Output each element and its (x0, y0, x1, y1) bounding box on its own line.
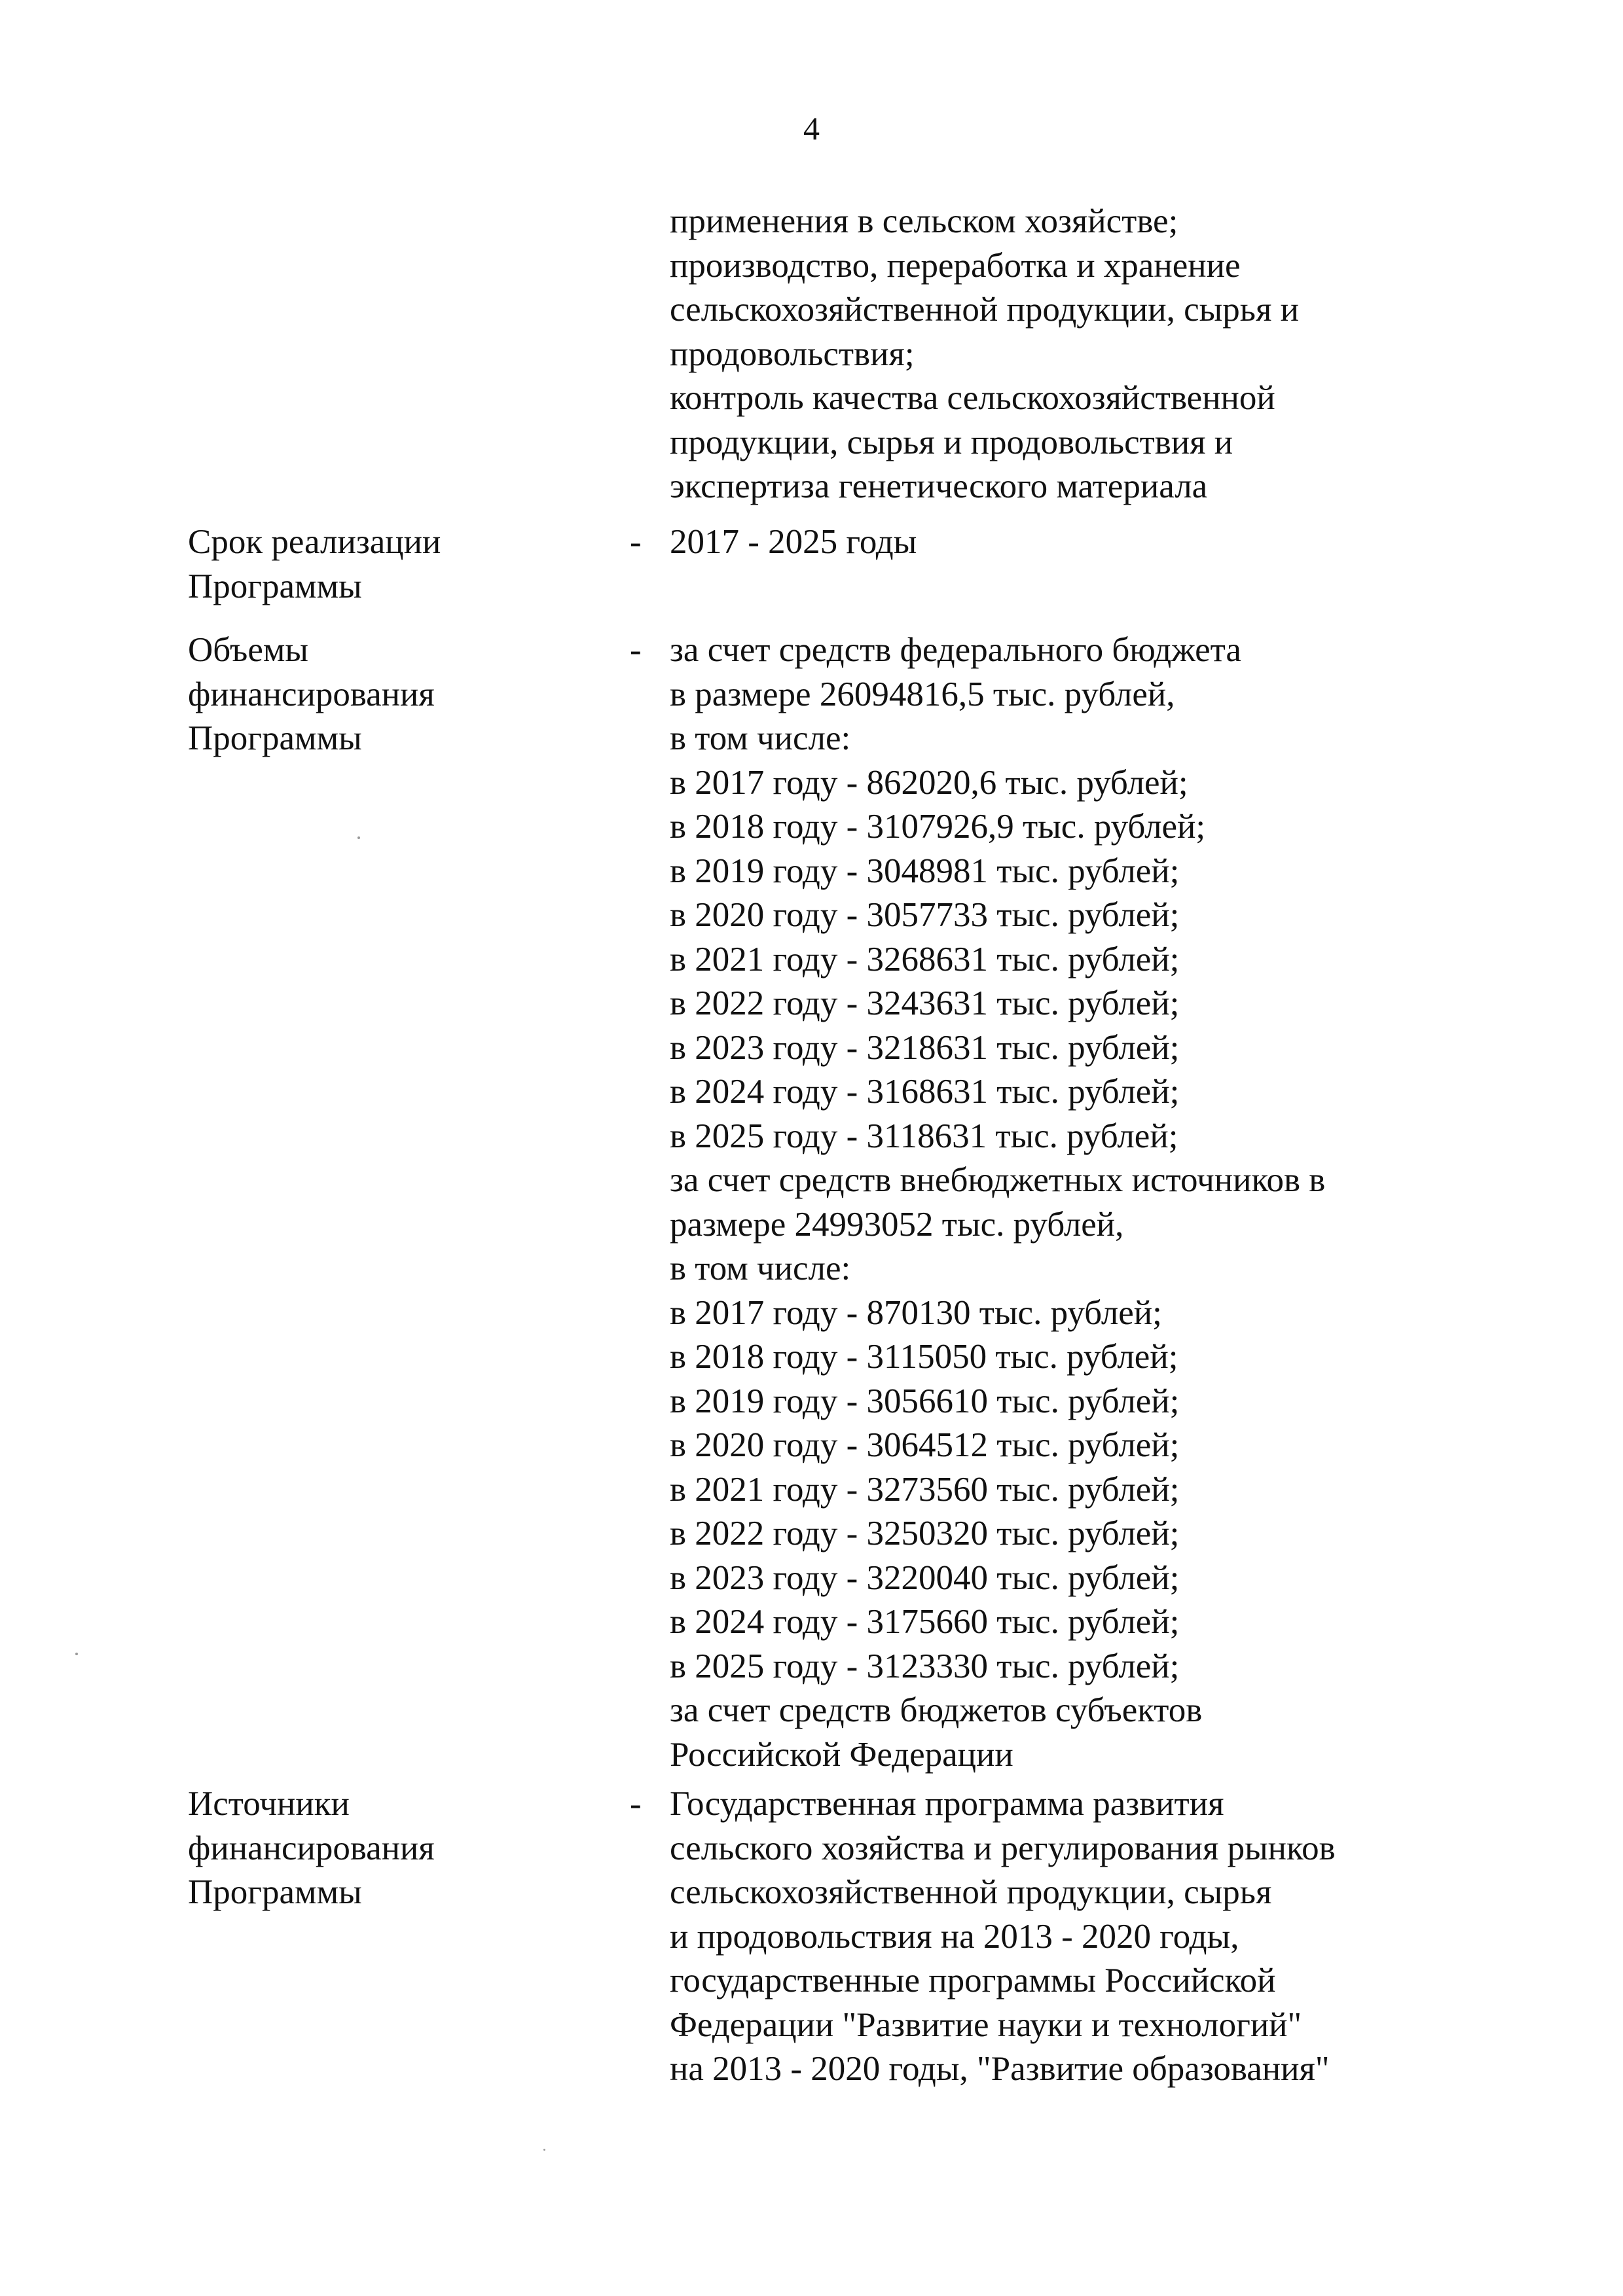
scan-speck (357, 836, 360, 839)
label-line: финансирования (188, 1829, 435, 1867)
value-line: в 2019 году - 3048981 тыс. рублей; (670, 852, 1180, 890)
value-line: сельского хозяйства и регулирования рынков (670, 1829, 1336, 1867)
value-line: в 2020 году - 3064512 тыс. рублей; (670, 1426, 1180, 1464)
financing-volumes-label (188, 628, 435, 761)
value-line: в размере 26094816,5 тыс. рублей, (670, 675, 1175, 713)
label-line: Программы (188, 1873, 362, 1911)
value-line: в том числе: (670, 1249, 851, 1287)
intro-line: продукции, сырья и продовольствия и (670, 423, 1233, 461)
financing-sources-dash: - (630, 1785, 642, 1823)
value-line: в 2023 году - 3218631 тыс. рублей; (670, 1028, 1180, 1067)
value-line: за счет средств внебюджетных источников в (670, 1161, 1326, 1199)
value-line: сельскохозяйственной продукции, сырья (670, 1873, 1272, 1911)
page-number: 4 (803, 110, 820, 147)
value-line: в том числе: (670, 719, 851, 757)
value-line: на 2013 - 2020 годы, "Развитие образования" (670, 2050, 1330, 2088)
value-line: в 2021 году - 3268631 тыс. рублей; (670, 940, 1180, 978)
value-line: в 2023 году - 3220040 тыс. рублей; (670, 1558, 1180, 1597)
value-line: в 2017 году - 862020,6 тыс. рублей; (670, 763, 1188, 802)
intro-line: применения в сельском хозяйстве; (670, 202, 1178, 240)
intro-line: продовольствия; (670, 334, 915, 373)
intro-line: производство, переработка и хранение (670, 246, 1241, 285)
value-line: в 2025 году - 3123330 тыс. рублей; (670, 1647, 1180, 1685)
label-line: финансирования (188, 675, 435, 713)
value-line: государственные программы Российской (670, 1962, 1276, 2000)
label-line: Срок реализации (188, 523, 441, 561)
value-line: Государственная программа развития (670, 1785, 1224, 1823)
value-line: в 2018 году - 3107926,9 тыс. рублей; (670, 808, 1206, 846)
value-line: в 2024 году - 3175660 тыс. рублей; (670, 1603, 1180, 1641)
value-line: Федерации "Развитие науки и технологий" (670, 2005, 1302, 2044)
label-line: Программы (188, 719, 362, 757)
scan-speck (543, 2149, 545, 2151)
scan-speck (75, 1653, 78, 1655)
value-line: в 2022 году - 3243631 тыс. рублей; (670, 984, 1180, 1022)
value-line: 2017 - 2025 годы (670, 523, 917, 561)
period-dash: - (630, 523, 642, 561)
value-line: в 2024 году - 3168631 тыс. рублей; (670, 1073, 1180, 1111)
financing-volumes-dash: - (630, 631, 642, 669)
value-line: и продовольствия на 2013 - 2020 годы, (670, 1917, 1239, 1956)
value-line: в 2018 году - 3115050 тыс. рублей; (670, 1338, 1178, 1376)
intro-line: экспертиза генетического материала (670, 467, 1208, 505)
financing-volumes-value (670, 628, 1325, 1777)
value-line: в 2021 году - 3273560 тыс. рублей; (670, 1470, 1180, 1509)
value-line: размере 24993052 тыс. рублей, (670, 1205, 1124, 1244)
value-line: за счет средств федерального бюджета (670, 631, 1241, 669)
value-line: в 2019 году - 3056610 тыс. рублей; (670, 1382, 1180, 1420)
intro-line: сельскохозяйственной продукции, сырья и (670, 291, 1299, 329)
value-line: в 2017 году - 870130 тыс. рублей; (670, 1293, 1162, 1332)
label-line: Объемы (188, 631, 308, 669)
value-line: в 2020 году - 3057733 тыс. рублей; (670, 896, 1180, 934)
financing-sources-label (188, 1782, 435, 1915)
intro-block (670, 200, 1299, 509)
label-line: Источники (188, 1785, 350, 1823)
period-value (670, 520, 917, 565)
period-label (188, 520, 441, 609)
financing-sources-value (670, 1782, 1336, 2092)
value-line: Российской Федерации (670, 1735, 1013, 1774)
value-line: в 2025 году - 3118631 тыс. рублей; (670, 1117, 1178, 1155)
value-line: в 2022 году - 3250320 тыс. рублей; (670, 1515, 1180, 1552)
intro-line: контроль качества сельскохозяйственной (670, 379, 1275, 417)
label-line: Программы (188, 567, 362, 605)
value-line: за счет средств бюджетов субъектов (670, 1691, 1203, 1729)
